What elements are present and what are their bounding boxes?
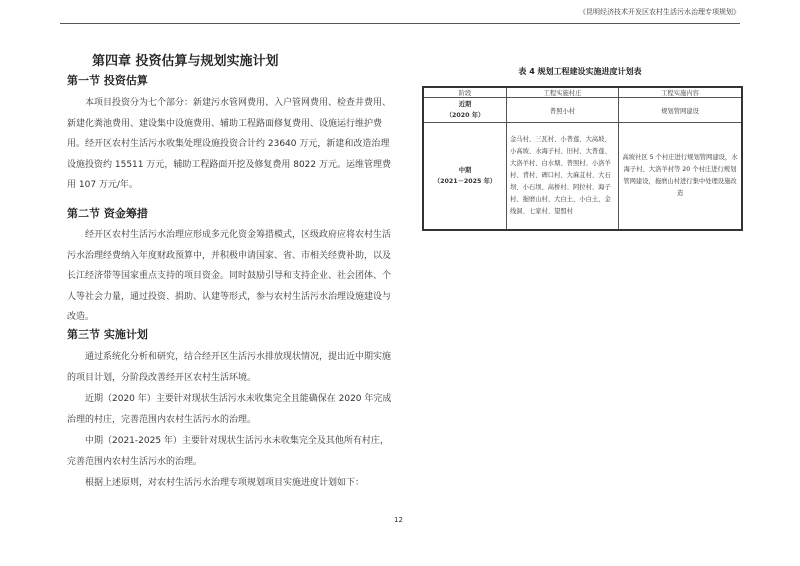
section-heading-implementation: 第三节 实施计划 — [67, 328, 148, 341]
implementation-paragraph-4: 根据上述原则，对农村生活污水治理专项规划项目实施进度计划如下： — [85, 478, 365, 488]
villages-cell: 普照小村 — [507, 98, 619, 123]
investment-paragraph: 本项目投资分为七个部分：新建污水管网费用、入户管网费用、检查井费用、新建化粪池费用、建设集中设施费用、辅助工程路面修复费用、设施运行维护费用。经开区农村生活污水收集处理设施投资合计约 23640 万元，新建和改造治理设施投资约 15511 万元，辅助工程路面开挖及修复费用 8022 万元。运维管理费用 107 万元/年。 — [67, 98, 392, 190]
table-row — [423, 98, 742, 123]
phase-name: 近期 — [458, 101, 472, 108]
implementation-paragraph-1: 通过系统化分析和研究，结合经开区生活污水排放现状情况，提出近中期实施的项目计划，分阶段改善经开区农村生活环境。 — [67, 352, 392, 383]
section-heading-investment: 第一节 投资估算 — [67, 74, 148, 87]
header-rule — [60, 23, 740, 24]
phase-range: （2021－2025 年） — [433, 178, 497, 185]
section-heading-funding: 第二节 资金筹措 — [67, 207, 148, 220]
table-row — [423, 123, 742, 231]
implementation-paragraph-3: 中期（2021-2025 年）主要针对现状生活污水未收集完全及其他所有村庄，完善范围内农村生活污水的治理。 — [67, 436, 389, 467]
implementation-paragraph-2: 近期（2020 年）主要针对现状生活污水未收集完全且能确保在 2020 年完成治理的村庄，完善范围内农村生活污水的治理。 — [67, 394, 392, 425]
phase-cell — [423, 123, 507, 231]
phase-range: （2020 年） — [445, 112, 485, 119]
content-cell: 高坡社区 5 个村庄进行规划管网建设，水海子村、大洛羊村等 20 个村庄进行规划管网建设，拖磨山村进行集中处理设施改造 — [619, 123, 743, 231]
table-header-phase: 阶段 — [423, 87, 507, 98]
villages-cell: 金马村、三瓦村、小普莲、大高坡、小高坡、水海子村、旧村、大普莲、大洛羊村、白水塘、普照村、小洛羊村、背村、碑口村、大麻苴村、大石坝、小石坝、高桥村、阿拉村、海子村、拖磨山村、大白土、小白土、金线洞、七家村、望盟村 — [507, 123, 619, 231]
schedule-table — [422, 86, 743, 231]
phase-cell — [423, 98, 507, 123]
funding-paragraph: 经开区农村生活污水治理应形成多元化资金筹措模式，区级政府应将农村生活污水治理经费纳入年度财政预算中，并积极申请国家、省、市相关经费补助，以及长江经济带等国家重点支持的项目资金。同时鼓励引导和支持企业、社会团体、个人等社会力量，通过投资、捐助、认建等形式，参与农村生活污水治理设施建设与改造。 — [67, 230, 392, 322]
table-header-villages: 工程实施村庄 — [507, 87, 619, 98]
table-caption: 表 4 规划工程建设实施进度计划表 — [518, 67, 642, 76]
phase-name: 中期 — [458, 167, 472, 174]
content-cell: 规划管网建设 — [619, 98, 743, 123]
page-number: 12 — [394, 516, 403, 524]
chapter-title: 第四章 投资估算与规划实施计划 — [92, 54, 279, 69]
table-header-content: 工程实施内容 — [619, 87, 743, 98]
running-header: 《昆明经济技术开发区农村生活污水治理专项规划》 — [579, 8, 740, 16]
table-header-row — [423, 87, 742, 98]
